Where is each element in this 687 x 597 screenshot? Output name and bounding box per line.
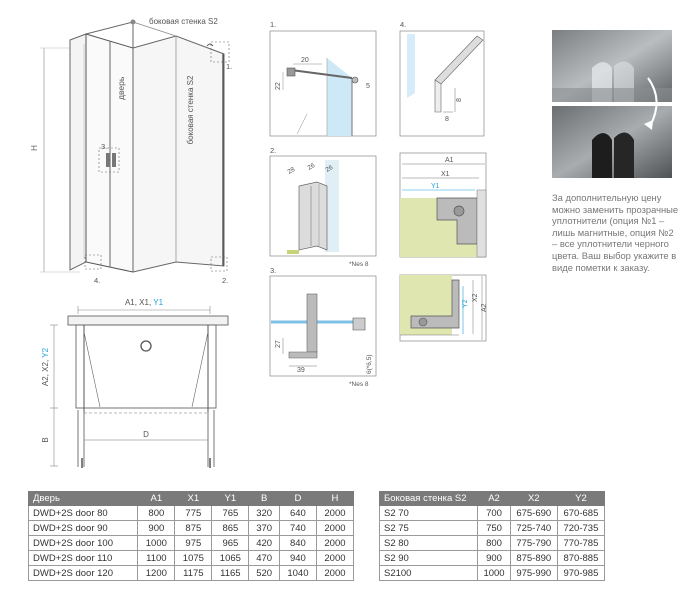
detail-4-dim-8b: 8 [445,116,449,123]
plan-drawing [0,292,250,474]
table-cell: 965 [212,536,249,551]
table-cell: 1065 [212,551,249,566]
door-col-h: H [316,492,353,506]
plan-left-dim: A2, X2, Y2 [41,347,50,387]
callout-2: 2. [222,276,229,285]
door-col-name: Дверь [29,492,138,506]
table-cell: 2000 [316,551,353,566]
table-cell: 775 [175,506,212,521]
table-row [380,506,605,521]
door-col-x1: X1 [175,492,212,506]
table-cell: 750 [478,521,510,536]
detail-2-dim-28: 28 [286,166,297,176]
table-cell: 370 [249,521,280,536]
table-row [29,536,354,551]
seal-option-note: За дополнительную цену можно заменить прозрачные уплотнители (опция №1 – лишь магнитные, опция №2 – все уплотнители черного цвета. Ваш выбор укажите в виде пометки к заказу. [552,192,679,273]
table-cell: 420 [249,536,280,551]
table-cell: S2 90 [380,551,478,566]
table-cell: 1075 [175,551,212,566]
cabin-drawing [0,0,250,295]
table-cell: 2000 [316,536,353,551]
detail-1-dim-5: 5 [366,83,370,90]
table-cell: 740 [279,521,316,536]
detail-2-dim-26a: 26 [306,162,317,172]
detail-2 [267,146,379,268]
table-cell: 875-890 [510,551,557,566]
door-table-header [29,492,354,506]
table-cell: 840 [279,536,316,551]
table-cell: 800 [478,536,510,551]
detail-1-dim-22: 22 [275,82,282,90]
plan-detail-y2: Y2 [462,299,469,308]
table-cell: 900 [138,521,175,536]
side-table-header [380,492,605,506]
table-cell: 970-985 [557,566,604,581]
plan-detail-a1: A1 [445,157,454,164]
table-cell: 875 [175,521,212,536]
detail-1-number: 1. [270,20,277,29]
plan-detail-side [397,272,489,344]
table-cell: 900 [478,551,510,566]
detail-1 [267,18,379,140]
detail-3-nes: *Nes 8 [349,381,369,388]
plan-top-dim: A1, X1, Y1 [124,298,164,307]
table-cell: 765 [212,506,249,521]
detail-2-nes: *Nes 8 [349,261,369,268]
table-cell: 2000 [316,566,353,581]
table-cell: 675-690 [510,506,557,521]
door-col-d: D [279,492,316,506]
table-cell: 1000 [478,566,510,581]
table-cell: 2000 [316,506,353,521]
table-cell: 470 [249,551,280,566]
plan-d-label: D [143,430,149,439]
side-wall-vertical-label: боковая стенка S2 [186,75,195,145]
table-cell: S2 75 [380,521,478,536]
side-col-a2: A2 [478,492,510,506]
table-cell: S2100 [380,566,478,581]
table-cell: 775-790 [510,536,557,551]
detail-1-dim-20: 20 [301,57,309,64]
table-cell: 725-740 [510,521,557,536]
detail-3-number: 3. [270,266,277,275]
table-cell: DWD+2S door 100 [29,536,138,551]
table-cell: S2 80 [380,536,478,551]
table-cell: 1000 [138,536,175,551]
table-row [29,521,354,536]
table-cell: 320 [249,506,280,521]
table-row [29,566,354,581]
detail-3-dim-27: 27 [275,340,282,348]
side-col-x2: X2 [510,492,557,506]
side-wall-top-label: боковая стенка S2 [149,17,218,26]
side-wall-table [379,491,605,581]
table-cell: 940 [279,551,316,566]
table-cell: S2 70 [380,506,478,521]
callout-4: 4. [94,276,101,285]
detail-3-dim-6: 6(*6,5) [366,354,373,374]
door-label: дверь [116,76,126,100]
door-col-y1: Y1 [212,492,249,506]
table-cell: 1100 [138,551,175,566]
height-label: H [30,145,39,151]
table-cell: 800 [138,506,175,521]
table-cell: 1165 [212,566,249,581]
plan-b-label: B [41,437,50,443]
plan-detail-a2: A2 [481,303,488,312]
table-cell: 865 [212,521,249,536]
plan-detail-y1: Y1 [431,183,440,190]
detail-2-number: 2. [270,146,277,155]
table-row [380,566,605,581]
table-row [380,521,605,536]
plan-detail-top [397,150,489,260]
table-cell: 720-735 [557,521,604,536]
detail-4 [397,18,487,140]
table-cell: DWD+2S door 80 [29,506,138,521]
table-cell: 770-785 [557,536,604,551]
table-cell: 2000 [316,521,353,536]
detail-3-dim-39: 39 [297,367,305,374]
table-cell: DWD+2S door 120 [29,566,138,581]
detail-3 [267,266,379,388]
table-cell: 870-885 [557,551,604,566]
table-row [380,536,605,551]
table-cell: 640 [279,506,316,521]
plan-detail-x1: X1 [441,171,450,178]
seal-photos [552,30,672,180]
table-cell: 1175 [175,566,212,581]
door-col-b: B [249,492,280,506]
side-col-name: Боковая стенка S2 [380,492,478,506]
table-cell: 1040 [279,566,316,581]
table-row [380,551,605,566]
detail-4-dim-8a: 8 [456,98,463,102]
table-row [29,551,354,566]
plan-detail-x2: X2 [472,293,479,302]
side-col-y2: Y2 [557,492,604,506]
table-cell: 700 [478,506,510,521]
table-cell: DWD+2S door 110 [29,551,138,566]
callout-3: 3. [101,142,108,151]
table-row [29,506,354,521]
table-cell: 670-685 [557,506,604,521]
table-cell: 520 [249,566,280,581]
door-col-a1: A1 [138,492,175,506]
table-cell: 975 [175,536,212,551]
table-cell: 975-990 [510,566,557,581]
detail-4-number: 4. [400,20,407,29]
detail-2-dim-26b: 26 [324,164,335,174]
callout-1: 1. [226,62,233,71]
table-cell: DWD+2S door 90 [29,521,138,536]
table-cell: 1200 [138,566,175,581]
door-table [28,491,354,581]
